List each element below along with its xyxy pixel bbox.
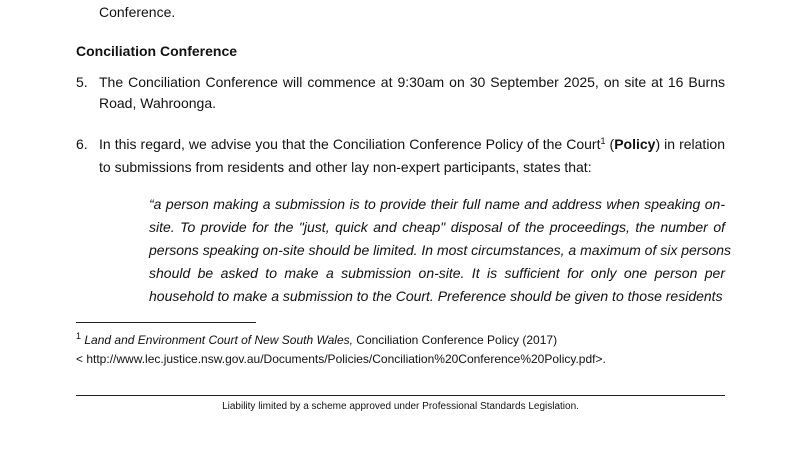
- defined-term-policy: Policy: [614, 136, 656, 152]
- footnote-reference: 1: [600, 136, 606, 146]
- quote-line: site. To provide for the "just, quick and cheap" disposal of the proceedings, the number of: [149, 219, 725, 235]
- paragraph-6-paren-open: (: [605, 136, 615, 152]
- block-quote: [149, 193, 732, 308]
- quote-line: persons speaking on-site should be limited. In most circumstances, a maximum of six persons: [149, 242, 732, 258]
- quote-line: should be asked to make a submission on-site. It is sufficient for only one person per: [149, 265, 725, 281]
- footer-disclaimer: Liability limited by a scheme approved under Professional Standards Legislation.: [222, 401, 579, 412]
- footnote-url[interactable]: < http://www.lec.justice.nsw.gov.au/Documents/Policies/Conciliation%20Conference%20Policy.pdf>.: [76, 352, 606, 366]
- paragraph-6-text-before: In this regard, we advise you that the Conciliation Conference Policy of the Court: [99, 136, 601, 152]
- paragraph-5: The Conciliation Conference will commence at 9:30am on 30 September 2025, on site at 16 Burns Road, Wahroonga.: [99, 74, 725, 111]
- footnote-citation: [76, 331, 736, 350]
- footnote-title: Conciliation Conference Policy (2017): [352, 333, 558, 347]
- continuation-text: Conference.: [99, 4, 176, 20]
- footnote-source: Land and Environment Court of New South Wales,: [84, 333, 353, 347]
- footnote-marker: 1: [76, 331, 82, 341]
- footnote-separator: [76, 322, 256, 323]
- paragraph-6: [99, 134, 725, 178]
- paragraph-6-text-after: ) in relation to submissions from residents and other lay non-expert participants, states that:: [99, 136, 725, 175]
- quote-line: household to make a submission to the Court. Preference should be given to those residents: [149, 288, 723, 304]
- footnote: [76, 331, 736, 368]
- paragraph-number-5: 5.: [76, 74, 88, 90]
- paragraph-number-6: 6.: [76, 136, 88, 152]
- section-heading: Conciliation Conference: [76, 43, 238, 59]
- quote-line: “a person making a submission is to provide their full name and address when speaking on-: [149, 196, 725, 212]
- footer-divider: [76, 395, 725, 396]
